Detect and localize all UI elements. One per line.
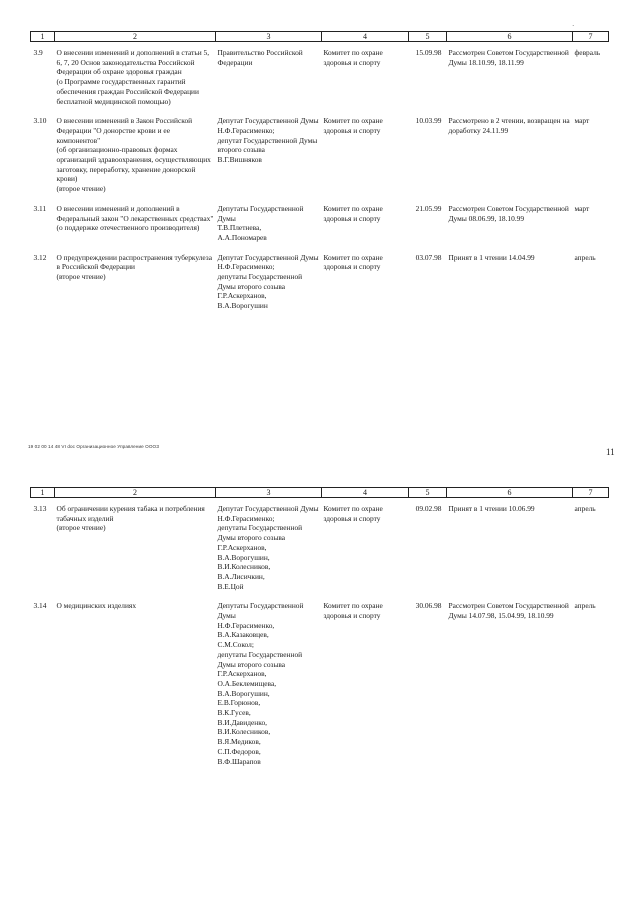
col-header-3: 3 [216, 488, 322, 498]
col-header-7: 7 [573, 488, 609, 498]
bill-title: О внесении изменений и дополнений в статьи 5, 6, 7, 20 Основ законодательства Российской Федерации об охране здоровья граждан (о Программе государственных гарантий обеспечения граждан Российской Федерации бесплатной медицинской помощью) [56, 48, 210, 106]
document-footer: 19 02 00 14 48 VI doc Организационное Управление ОООЗ [28, 444, 160, 449]
bill-title: О внесении изменений в Закон Российской Федерации "О донорстве крови и ее компонентов" (об организационно-правовых формах организаций здравоохранения, осуществляющих заготовку, переработку, хранение донорской крови) (второе чтение) [56, 116, 211, 194]
responsible-committee: Комитет по охране здоровья и спорту [323, 48, 383, 67]
bill-title: Об ограничении курения табака и потребления табачных изделий (второе чтение) [56, 504, 205, 533]
col-header-5: 5 [409, 32, 447, 42]
bill-title: О медицинских изделиях [56, 601, 137, 611]
submission-date: 21.05.99 [415, 203, 442, 213]
col-header-5: 5 [409, 488, 447, 498]
item-number: 3.10 [33, 116, 47, 126]
bill-title: О внесении изменений и дополнений в Федеральный закон "О лекарственных средствах" (о поддержке отечественного производителя) [56, 203, 214, 233]
planned-month: март [574, 203, 590, 213]
bill-status: Принят в 1 чтении 10.06.99 [448, 504, 535, 513]
bill-status: Рассмотрен Советом Государственной Думы 14.07.98, 15.04.99, 18.10.99 [448, 601, 569, 621]
table-row [31, 595, 609, 770]
legislation-table-2 [30, 487, 608, 770]
bill-status: Рассмотрено в 2 чтении, возвращен на доработку 24.11.99 [448, 116, 570, 135]
column-number-header [31, 32, 609, 42]
col-header-4: 4 [322, 32, 409, 42]
responsible-committee: Комитет по охране здоровья и спорту [323, 252, 383, 272]
table-row [31, 198, 609, 247]
bills-table [30, 31, 609, 315]
submission-date: 10.03.99 [415, 116, 442, 126]
submission-date: 09.02.98 [415, 504, 442, 513]
bill-author: Депутат Государственной Думы Н.Ф.Герасименко; депутат Государственной Думы второго созыва В.Г.Вишняков [217, 116, 319, 165]
col-header-2: 2 [55, 488, 216, 498]
responsible-committee: Комитет по охране здоровья и спорту [323, 504, 383, 523]
submission-date: 30.06.98 [415, 601, 442, 611]
bill-author: Депутат Государственной Думы Н.Ф.Герасименко; депутаты Государственной Думы второго созыва Г.Р.Аскерханов, В.А.Ворогушин [217, 252, 319, 311]
submission-date: 03.07.98 [415, 252, 442, 262]
column-number-header [31, 488, 609, 498]
planned-month: февраль [574, 48, 601, 57]
planned-month: апрель [574, 252, 596, 262]
col-header-6: 6 [447, 488, 573, 498]
col-header-1: 1 [31, 488, 55, 498]
item-number: 3.11 [33, 203, 47, 213]
item-number: 3.14 [33, 601, 47, 611]
corner-mark: · [572, 22, 575, 30]
responsible-committee: Комитет по охране здоровья и спорту [323, 203, 383, 223]
col-header-7: 7 [573, 32, 609, 42]
legislation-table-1 [30, 31, 608, 315]
col-header-4: 4 [322, 488, 409, 498]
bill-author: Правительство Российской Федерации [217, 48, 303, 67]
bill-author: Депутат Государственной Думы Н.Ф.Герасименко; депутаты Государственной Думы второго созыва Г.Р.Аскерханов, В.А.Ворогушин, В.И.Колесников, В.А.Лисичкин, В.Е.Цой [217, 504, 319, 591]
bill-status: Рассмотрен Советом Государственной Думы 08.06.99, 18.10.99 [448, 203, 569, 223]
page-number: 11 [606, 447, 615, 457]
bill-title: О предупреждении распространения туберкулеза в Российской Федерации (второе чтение) [56, 252, 213, 282]
bill-author: Депутаты Государственной Думы Н.Ф.Герасименко, В.А.Казаковцев, С.М.Сокол; депутаты Государственной Думы второго созыва Г.Р.Аскерханов, О.А.Беклемищева, В.А.Ворогушин, Е.В.Горюнов, В.К.Гусев, В.И.Давиденко, В.И.Колесников, В.Я.Медиков, С.П.Федоров, В.Ф.Шарапов [217, 601, 304, 766]
col-header-1: 1 [31, 32, 55, 42]
planned-month: март [574, 116, 590, 126]
table-row [31, 247, 609, 315]
col-header-2: 2 [55, 32, 216, 42]
col-header-6: 6 [447, 32, 573, 42]
bills-table [30, 487, 609, 770]
submission-date: 15.09.98 [415, 48, 442, 57]
item-number: 3.12 [33, 252, 47, 262]
planned-month: апрель [574, 601, 596, 611]
bill-status: Рассмотрен Советом Государственной Думы 18.10.99, 18.11.99 [448, 48, 569, 67]
table-row [31, 42, 609, 111]
bill-author: Депутаты Государственной Думы Т.В.Плетнева, А.А.Пономарев [217, 203, 304, 242]
table-row [31, 110, 609, 198]
table-row [31, 498, 609, 596]
planned-month: апрель [574, 504, 596, 513]
item-number: 3.13 [33, 504, 47, 513]
responsible-committee: Комитет по охране здоровья и спорту [323, 116, 383, 135]
col-header-3: 3 [216, 32, 322, 42]
item-number: 3.9 [33, 48, 43, 57]
responsible-committee: Комитет по охране здоровья и спорту [323, 601, 383, 621]
bill-status: Принят в 1 чтении 14.04.99 [448, 252, 535, 262]
